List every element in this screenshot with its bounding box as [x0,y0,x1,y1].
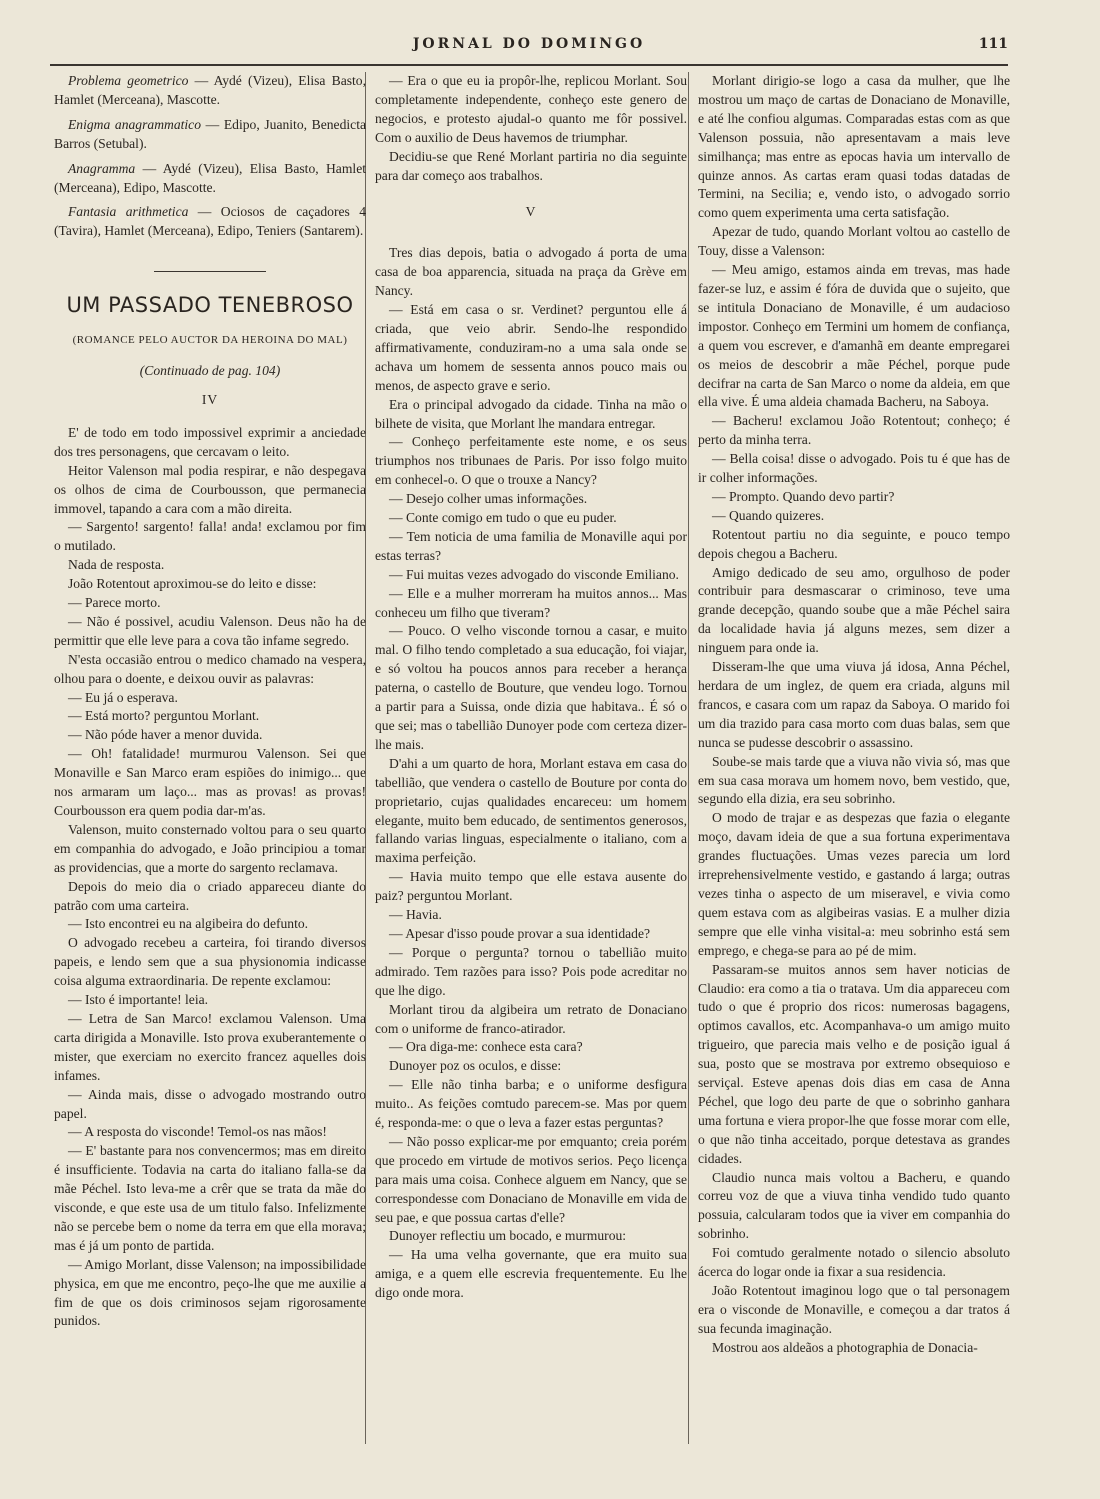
paragraph: — Conheço perfeitamente este nome, e os seus triumphos nos tribunaes de Paris. Por isso folgo muito em conhecel-o. O que o trouxe a Nancy? [375,434,687,488]
paragraph: Apezar de tudo, quando Morlant voltou ao castello de Touy, disse a Valenson: [698,224,1010,259]
paragraph: — Quando quizeres. [712,507,825,523]
paragraph: — Está em casa o sr. Verdinet? perguntou elle á criada, que veio abrir. Sendo-lhe respondido affirmativamente, conduziram-no a uma sala onde se achava um homem de sessenta annos pouco mais ou menos, de aspecto grave e serio. [375,302,687,393]
paragraph: — Letra de San Marco! exclamou Valenson. Uma carta dirigida a Monaville. Isto prova exuberantemente o mister, que exerciam no exercito francez aquelles dois infames. [54,1010,366,1083]
puzzle-solutions [54,72,366,241]
column-3 [698,72,1010,1442]
paragraph: — Elle não tinha barba; e o uniforme desfigura muito.. As feições comtudo parecem-se. Mas por quem é, responda-me: o que o leva a fazer estas perguntas? [375,1077,687,1131]
paragraph: — Sargento! sargento! falla! anda! exclamou por fim o mutilado. [54,519,366,554]
paragraph: Foi comtudo geralmente notado o silencio absoluto ácerca do logar onde ia fixar a sua residencia. [698,1245,1010,1280]
puzzle-solvers: — Aydé (Vizeu), Elisa Basto, Hamlet (Merceana), Edipo, Mascotte. [54,160,366,195]
paragraph: — Ha uma velha governante, que era muito sua amiga, e a quem elle escrevia frequentemente. Eu lhe digo onde mora. [375,1247,687,1301]
column-1-text [54,424,366,1332]
puzzle-solvers: — Aydé (Vizeu), Elisa Basto, Hamlet (Merceana), Mascotte. [54,73,366,107]
paragraph: — Pouco. O velho visconde tornou a casar, e muito mal. O filho tendo completado a sua educação, foi viajar, e só voltou ha poucos annos para receber a herança paterna, o castello de Bouture, que vendeu logo. Tornou a partir para a Suissa, onde dizia que habitava.. É só o que sei; mas o tabellião Dunoyer pode com certeza dizer-lhe mais. [375,623,687,752]
paragraph: Dunoyer reflectiu um bocado, e murmurou: [389,1228,627,1244]
paragraph: — Isto é importante! leia. [68,992,209,1008]
paragraph: — Elle e a mulher morreram ha muitos annos... Mas conheceu um filho que tiveram? [375,585,687,620]
paragraph: Passaram-se muitos annos sem haver noticias de Claudio: era como a tia o tratava. Um dia appareceu com tudo o que é proprio dos ricos: numerosas bagagens, optimos cavallos, etc. Acompanhava-o um amigo muito trigueiro, que parecia mais velho e de posição igual á sua, posto que se mostrava por extremo obsequioso e serviçal. Esteve apenas dois dias em casa de Anna Péchel, que logo deu parte de que o sobrinho ganhara uma fortuna e viera propor-lhe que fosse morar com elle, o que não tinha acceitado, porque detestava as grandes cidades. [698,961,1010,1166]
chapter-heading: IV [201,391,219,407]
paragraph: N'esta occasião entrou o medico chamado na vespera, olhou para o doente, e deixou ouvir as palavras: [54,651,366,686]
paragraph: — Está morto? perguntou Morlant. [68,708,260,724]
continuation-note: (Continuado de pag. 104) [139,363,281,379]
paragraph: Dunoyer poz os oculos, e disse: [389,1058,562,1074]
paragraph: — Não é possivel, acudiu Valenson. Deus não ha de permittir que elle leve para a cova tão infame segredo. [54,613,366,648]
paragraph: O advogado recebeu a carteira, foi tirando diversos papeis, e lendo sem que a sua physionomia indicasse coisa alguma extraordinaria. De repente exclamou: [54,935,366,989]
paragraph: — Prompto. Quando devo partir? [712,488,895,504]
paragraph: — Oh! fatalidade! murmurou Valenson. Sei que Monaville e San Marco eram espiões do inimigo... que nos armaram um laço... mas as provas! as provas! Courbousson era quem podia dar-m'as. [54,746,366,818]
paragraph: E' de todo em todo impossivel exprimir a anciedade dos tres personagens, que cercavam o leito. [54,424,366,459]
paragraph: Morlant dirigio-se logo a casa da mulher, que lhe mostrou um maço de cartas de Donaciano de Monaville, e até lhe confiou algumas. Comparadas estas com as que Valenson possuia, não apresentavam a mais leve similhança; mas entre as epocas havia um intervallo de quinze annos. As cartas eram quasi todas datadas de Termini, na Secilia; e, vendo isto, o advogado sorrio como quem experimenta uma certa satisfação. [698,73,1010,221]
paragraph: — Ainda mais, disse o advogado mostrando outro papel. [54,1086,366,1121]
paragraph: Claudio nunca mais voltou a Bacheru, e quando correu voz de que a viuva tinha vendido tudo quanto possuia, calcularam todos que ia viver em companhia do sobrinho. [698,1169,1010,1242]
puzzle-solution [54,72,366,110]
puzzle-label: Enigma anagrammatico [68,116,202,132]
paragraph: O modo de trajar e as despezas que fazia o elegante moço, davam ideia de que a sua fortuna experimentava grandes fluctuações. Umas vezes parecia um lord irreprehensivelmente vestido, e gastando á larga; outras vezes tinha o aspecto de um miseravel, e vivia como quem estava com as algibeiras vasias. E a mulher dizia sempre que elle vinha visital-a: meu sobrinho está sem emprego, e chega-se para ao pé de mim. [698,810,1010,958]
paragraph: Nada de resposta. [68,557,165,573]
paragraph: — Não posso explicar-me por emquanto; creia porém que procedo em virtude de motivos serios. Peço licença para mais uma coisa. Conhece alguem em Nancy, que se correspondesse com Donaciano de Monaville em vida de seu pae, e que possua cartas d'elle? [375,1133,687,1225]
paragraph: Era o principal advogado da cidade. Tinha na mão o bilhete de visita, que Morlant lhe mandara entregar. [375,396,687,431]
chapter-heading: V [525,204,537,220]
paragraph: — Apesar d'isso poude provar a sua identidade? [389,925,651,941]
paragraph: — Bella coisa! disse o advogado. Pois tu é que has de ir colher informações. [698,451,1010,486]
puzzle-solvers: — Ociosos de caçadores 4 (Tavira), Hamlet (Merceana), Edipo, Teniers (Santarem). [54,204,366,239]
paragraph: Decidiu-se que René Morlant partiria no dia seguinte para dar começo aos trabalhos. [375,148,687,183]
paragraph: — E' bastante para nos convencermos; mas em direito é insufficiente. Todavia na carta do italiano falla-se da mãe Péchel. Isto leva-me a crêr que se trata da mãe do visconde, e que este usa de um titulo falso. Infelizmente não se percebe bem o nome da terra em que ella morava; mas é já um ponto de partida. [54,1143,366,1253]
section-separator [154,271,266,272]
paragraph: — Desejo colher umas informações. [389,491,588,507]
puzzle-solution [54,116,366,154]
paragraph: Rotentout partiu no dia seguinte, e pouco tempo depois chegou a Bacheru. [698,526,1010,561]
paragraph: — Bacheru! exclamou João Rotentout; conheço; é perto da minha terra. [698,413,1010,448]
puzzle-solution [54,203,366,241]
paragraph: — Ora diga-me: conhece esta cara? [389,1039,583,1055]
paragraph: — Havia muito tempo que elle estava ausente do paiz? perguntou Morlant. [375,869,687,904]
newspaper-title: JORNAL DO DOMINGO [412,36,646,52]
paragraph: Soube-se mais tarde que a viuva não vivia só, mas que em sua casa morava um homem novo, bem vestido, que, segundo ella dizia, era seu sobrinho. [698,753,1010,807]
novel-subtitle: (ROMANCE PELO AUCTOR DA HEROINA DO MAL) [72,334,348,347]
paragraph: Valenson, muito consternado voltou para o seu quarto em companhia do advogado, e João principiou a tomar as providencias, que a morte do sargento reclamava. [54,821,366,875]
paragraph: Amigo dedicado de seu amo, orgulhoso de poder contribuir para desmascarar o criminoso, teve uma grande decepção, quando soube que a mãe Péchel saira da localidade havia já alguns mezes, sem dizer a ninguem para onde ia. [698,564,1010,656]
page-number: 111 [978,36,1008,52]
paragraph: — Era o que eu ia propôr-lhe, replicou Morlant. Sou completamente independente, conheço este genero de negocios, e protesto ajudal-o quanto me fôr possivel. Com o auxilio de Deus havemos de triumphar. [375,73,687,145]
puzzle-label: Anagramma [68,160,136,176]
paragraph: — Meu amigo, estamos ainda em trevas, mas hade fazer-se luz, e assim é fóra de duvida que o sujeito, que se intitula Donaciano de Monaville, é um audacioso impostor. Conheço em Termini um homem de confiança, a quem vou escrever, e d'amanhã em deante empregarei os meios de descobrir a mãe Péchel, porque pude decifrar na carta de San Marco o nome da aldeia, em que ella vive. É uma aldeia chamada Bacheru, na Saboya. [698,262,1010,410]
paragraph: — Amigo Morlant, disse Valenson; na impossibilidade physica, em que me encontro, peço-lhe que me auxilie a fim de que os dois criminosos sejam rigorosamente punidos. [54,1256,366,1329]
paragraph: João Rotentout aproximou-se do leito e disse: [68,576,317,592]
paragraph: — A resposta do visconde! Temol-os nas mãos! [68,1124,327,1140]
paragraph: — Fui muitas vezes advogado do visconde Emiliano. [389,566,679,582]
paragraph: D'ahi a um quarto de hora, Morlant estava em casa do tabellião, que vendera o castello de Bouture por conta do proprietario, cujas qualidades encareceu: um homem elegante, muito bem educado, de sentimentos generosos, fallando varias linguas, especialmente o italiano, com a maxima perfeição. [375,755,687,866]
paragraph: — Eu já o esperava. [68,689,178,705]
paragraph: Morlant tirou da algibeira um retrato de Donaciano com o uniforme de franco-atirador. [375,1001,687,1036]
paragraph: — Não póde haver a menor duvida. [68,727,263,743]
puzzle-label: Problema geometrico [68,73,189,88]
puzzle-solvers: — Edipo, Juanito, Benedicta Barros (Setubal). [54,116,366,151]
column-2-text-top [375,72,687,185]
novel-title: UM PASSADO TENEBROSO [66,293,354,318]
paragraph: Mostrou aos aldeãos a photographia de Donacia- [712,1339,978,1355]
paragraph: Tres dias depois, batia o advogado á porta de uma casa de boa apparencia, situada na praça da Grève em Nancy. [375,245,687,299]
column-divider [688,72,689,1444]
puzzle-label: Fantasia arithmetica [68,204,189,220]
column-3-text [698,72,1010,1358]
column-2-text [375,244,687,1303]
paragraph: — Conte comigo em tudo o que eu puder. [389,510,617,526]
column-2 [375,72,687,1442]
column-1 [54,72,366,1442]
paragraph: Depois do meio dia o criado appareceu diante do patrão com uma carteira. [54,878,366,913]
paragraph: — Havia. [389,907,442,923]
paragraph: Heitor Valenson mal podia respirar, e não despegava os olhos de cima de Courbousson, que permanecia immovel, tapando a cara com a mão direita. [54,462,366,516]
paragraph: João Rotentout imaginou logo que o tal personagem era o visconde de Monaville, e começou a dar tratos á sua fecunda imaginação. [698,1283,1010,1336]
paragraph: — Tem noticia de uma familia de Monaville aqui por estas terras? [375,528,687,563]
paragraph: — Porque o pergunta? tornou o tabellião muito admirado. Tem razões para isso? Pois pode acreditar no que lhe digo. [375,944,687,998]
page-header [50,34,1008,66]
paragraph: — Parece morto. [68,595,161,611]
paragraph: Disseram-lhe que uma viuva já idosa, Anna Péchel, herdara de um inglez, de quem era criada, alguns mil francos, e casara com um rapaz da Saboya. O marido foi um dia trazido para casa morto com duas balas, sem que nunca se pudesse descobrir o assassino. [698,659,1010,750]
puzzle-solution [54,160,366,198]
paragraph: — Isto encontrei eu na algibeira do defunto. [68,916,309,932]
